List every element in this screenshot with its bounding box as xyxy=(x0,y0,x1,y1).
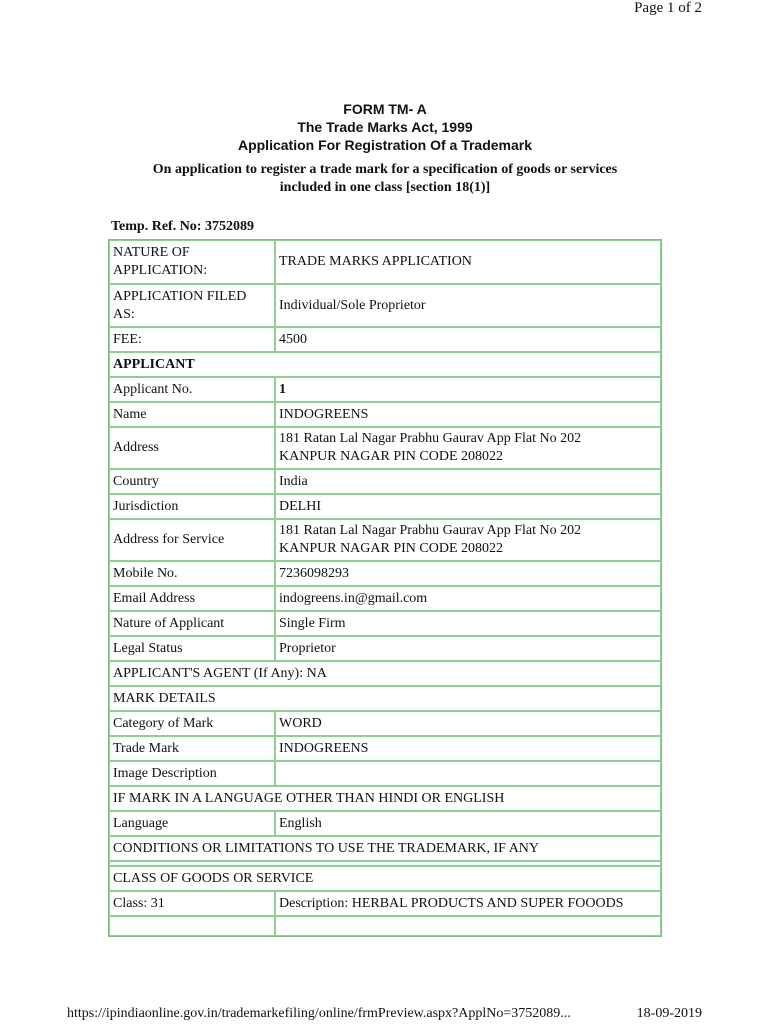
table-row xyxy=(109,761,661,786)
table-row xyxy=(109,240,661,284)
class-description: Description: HERBAL PRODUCTS AND SUPER FOOODS xyxy=(275,891,661,916)
service-address-label: Address for Service xyxy=(109,519,275,561)
nature-of-applicant-value: Single Firm xyxy=(275,611,661,636)
category-value: WORD xyxy=(275,711,661,736)
table-row xyxy=(109,469,661,494)
image-description-value xyxy=(275,761,661,786)
image-description-label: Image Description xyxy=(109,761,275,786)
table-row xyxy=(109,916,661,936)
application-form-table xyxy=(108,239,662,937)
form-title: FORM TM- A xyxy=(343,101,427,117)
table-row xyxy=(109,661,661,686)
jurisdiction-value: DELHI xyxy=(275,494,661,519)
table-row xyxy=(109,866,661,891)
table-row xyxy=(109,686,661,711)
class-heading: CLASS OF GOODS OR SERVICE xyxy=(109,866,661,891)
address-line1: 181 Ratan Lal Nagar Prabhu Gaurav App Flat No 202 xyxy=(279,431,582,446)
country-label: Country xyxy=(109,469,275,494)
filed-label-line2: AS: xyxy=(113,306,135,322)
subtitle-line-2: included in one class [section 18(1)] xyxy=(279,180,491,195)
table-row xyxy=(109,427,661,469)
nature-of-applicant-label: Nature of Applicant xyxy=(109,611,275,636)
legal-status-value: Proprietor xyxy=(275,636,661,661)
table-row xyxy=(109,494,661,519)
language-value: English xyxy=(275,811,661,836)
email-label: Email Address xyxy=(109,586,275,611)
trade-mark-value: INDOGREENS xyxy=(275,736,661,761)
filed-value: Individual/Sole Proprietor xyxy=(275,284,661,327)
conditions-heading: CONDITIONS OR LIMITATIONS TO USE THE TRADEMARK, IF ANY xyxy=(109,836,661,861)
address-value xyxy=(275,427,661,469)
table-row xyxy=(109,402,661,427)
footer-url: https://ipindiaonline.gov.in/trademarkefiling/online/frmPreview.aspx?ApplNo=3752089... xyxy=(67,1006,571,1021)
service-address-line1: 181 Ratan Lal Nagar Prabhu Gaurav App Flat No 202 xyxy=(279,523,582,538)
mark-details-heading: MARK DETAILS xyxy=(109,686,661,711)
table-row xyxy=(109,352,661,377)
table-row xyxy=(109,519,661,561)
service-address-value xyxy=(275,519,661,561)
applicant-no-label: Applicant No. xyxy=(109,377,275,402)
category-label: Category of Mark xyxy=(109,711,275,736)
language-label: Language xyxy=(109,811,275,836)
page-number: Page 1 of 2 xyxy=(634,0,702,16)
fee-label: FEE: xyxy=(109,327,275,352)
address-line2: KANPUR NAGAR PIN CODE 208022 xyxy=(279,449,504,464)
table-row xyxy=(109,284,661,327)
table-row xyxy=(109,811,661,836)
table-row xyxy=(109,636,661,661)
filed-label xyxy=(109,284,275,327)
table-row xyxy=(109,327,661,352)
class-label: Class: 31 xyxy=(109,891,275,916)
table-row xyxy=(109,377,661,402)
language-heading: IF MARK IN A LANGUAGE OTHER THAN HINDI OR ENGLISH xyxy=(109,786,661,811)
email-value: indogreens.in@gmail.com xyxy=(275,586,661,611)
table-row xyxy=(109,891,661,916)
trade-mark-label: Trade Mark xyxy=(109,736,275,761)
filed-label-line1: APPLICATION FILED xyxy=(113,288,247,304)
application-title: Application For Registration Of a Trademark xyxy=(237,137,533,153)
name-label: Name xyxy=(109,402,275,427)
table-row xyxy=(109,711,661,736)
table-row xyxy=(109,561,661,586)
table-row xyxy=(109,836,661,861)
nature-label-line2: APPLICATION: xyxy=(113,263,208,278)
country-value: India xyxy=(275,469,661,494)
table-row xyxy=(109,586,661,611)
jurisdiction-label: Jurisdiction xyxy=(109,494,275,519)
fee-value: 4500 xyxy=(275,327,661,352)
nature-label-line1: NATURE OF xyxy=(113,245,190,260)
applicant-no-value: 1 xyxy=(275,377,661,402)
empty-cell xyxy=(109,916,275,936)
table-row xyxy=(109,786,661,811)
subtitle-line-1: On application to register a trade mark for a specification of goods or services xyxy=(152,162,618,177)
mobile-value: 7236098293 xyxy=(275,561,661,586)
empty-cell xyxy=(275,916,661,936)
table-row xyxy=(109,736,661,761)
applicant-agent: APPLICANT'S AGENT (If Any): NA xyxy=(109,661,661,686)
address-label: Address xyxy=(109,427,275,469)
mobile-label: Mobile No. xyxy=(109,561,275,586)
nature-label xyxy=(109,240,275,284)
table-row xyxy=(109,611,661,636)
service-address-line2: KANPUR NAGAR PIN CODE 208022 xyxy=(279,541,504,556)
temp-ref-number: Temp. Ref. No: 3752089 xyxy=(111,219,254,234)
act-title: The Trade Marks Act, 1999 xyxy=(297,119,473,135)
name-value: INDOGREENS xyxy=(275,402,661,427)
nature-value: TRADE MARKS APPLICATION xyxy=(275,240,661,284)
legal-status-label: Legal Status xyxy=(109,636,275,661)
footer-date: 18-09-2019 xyxy=(636,1006,702,1021)
applicant-heading: APPLICANT xyxy=(109,352,661,377)
